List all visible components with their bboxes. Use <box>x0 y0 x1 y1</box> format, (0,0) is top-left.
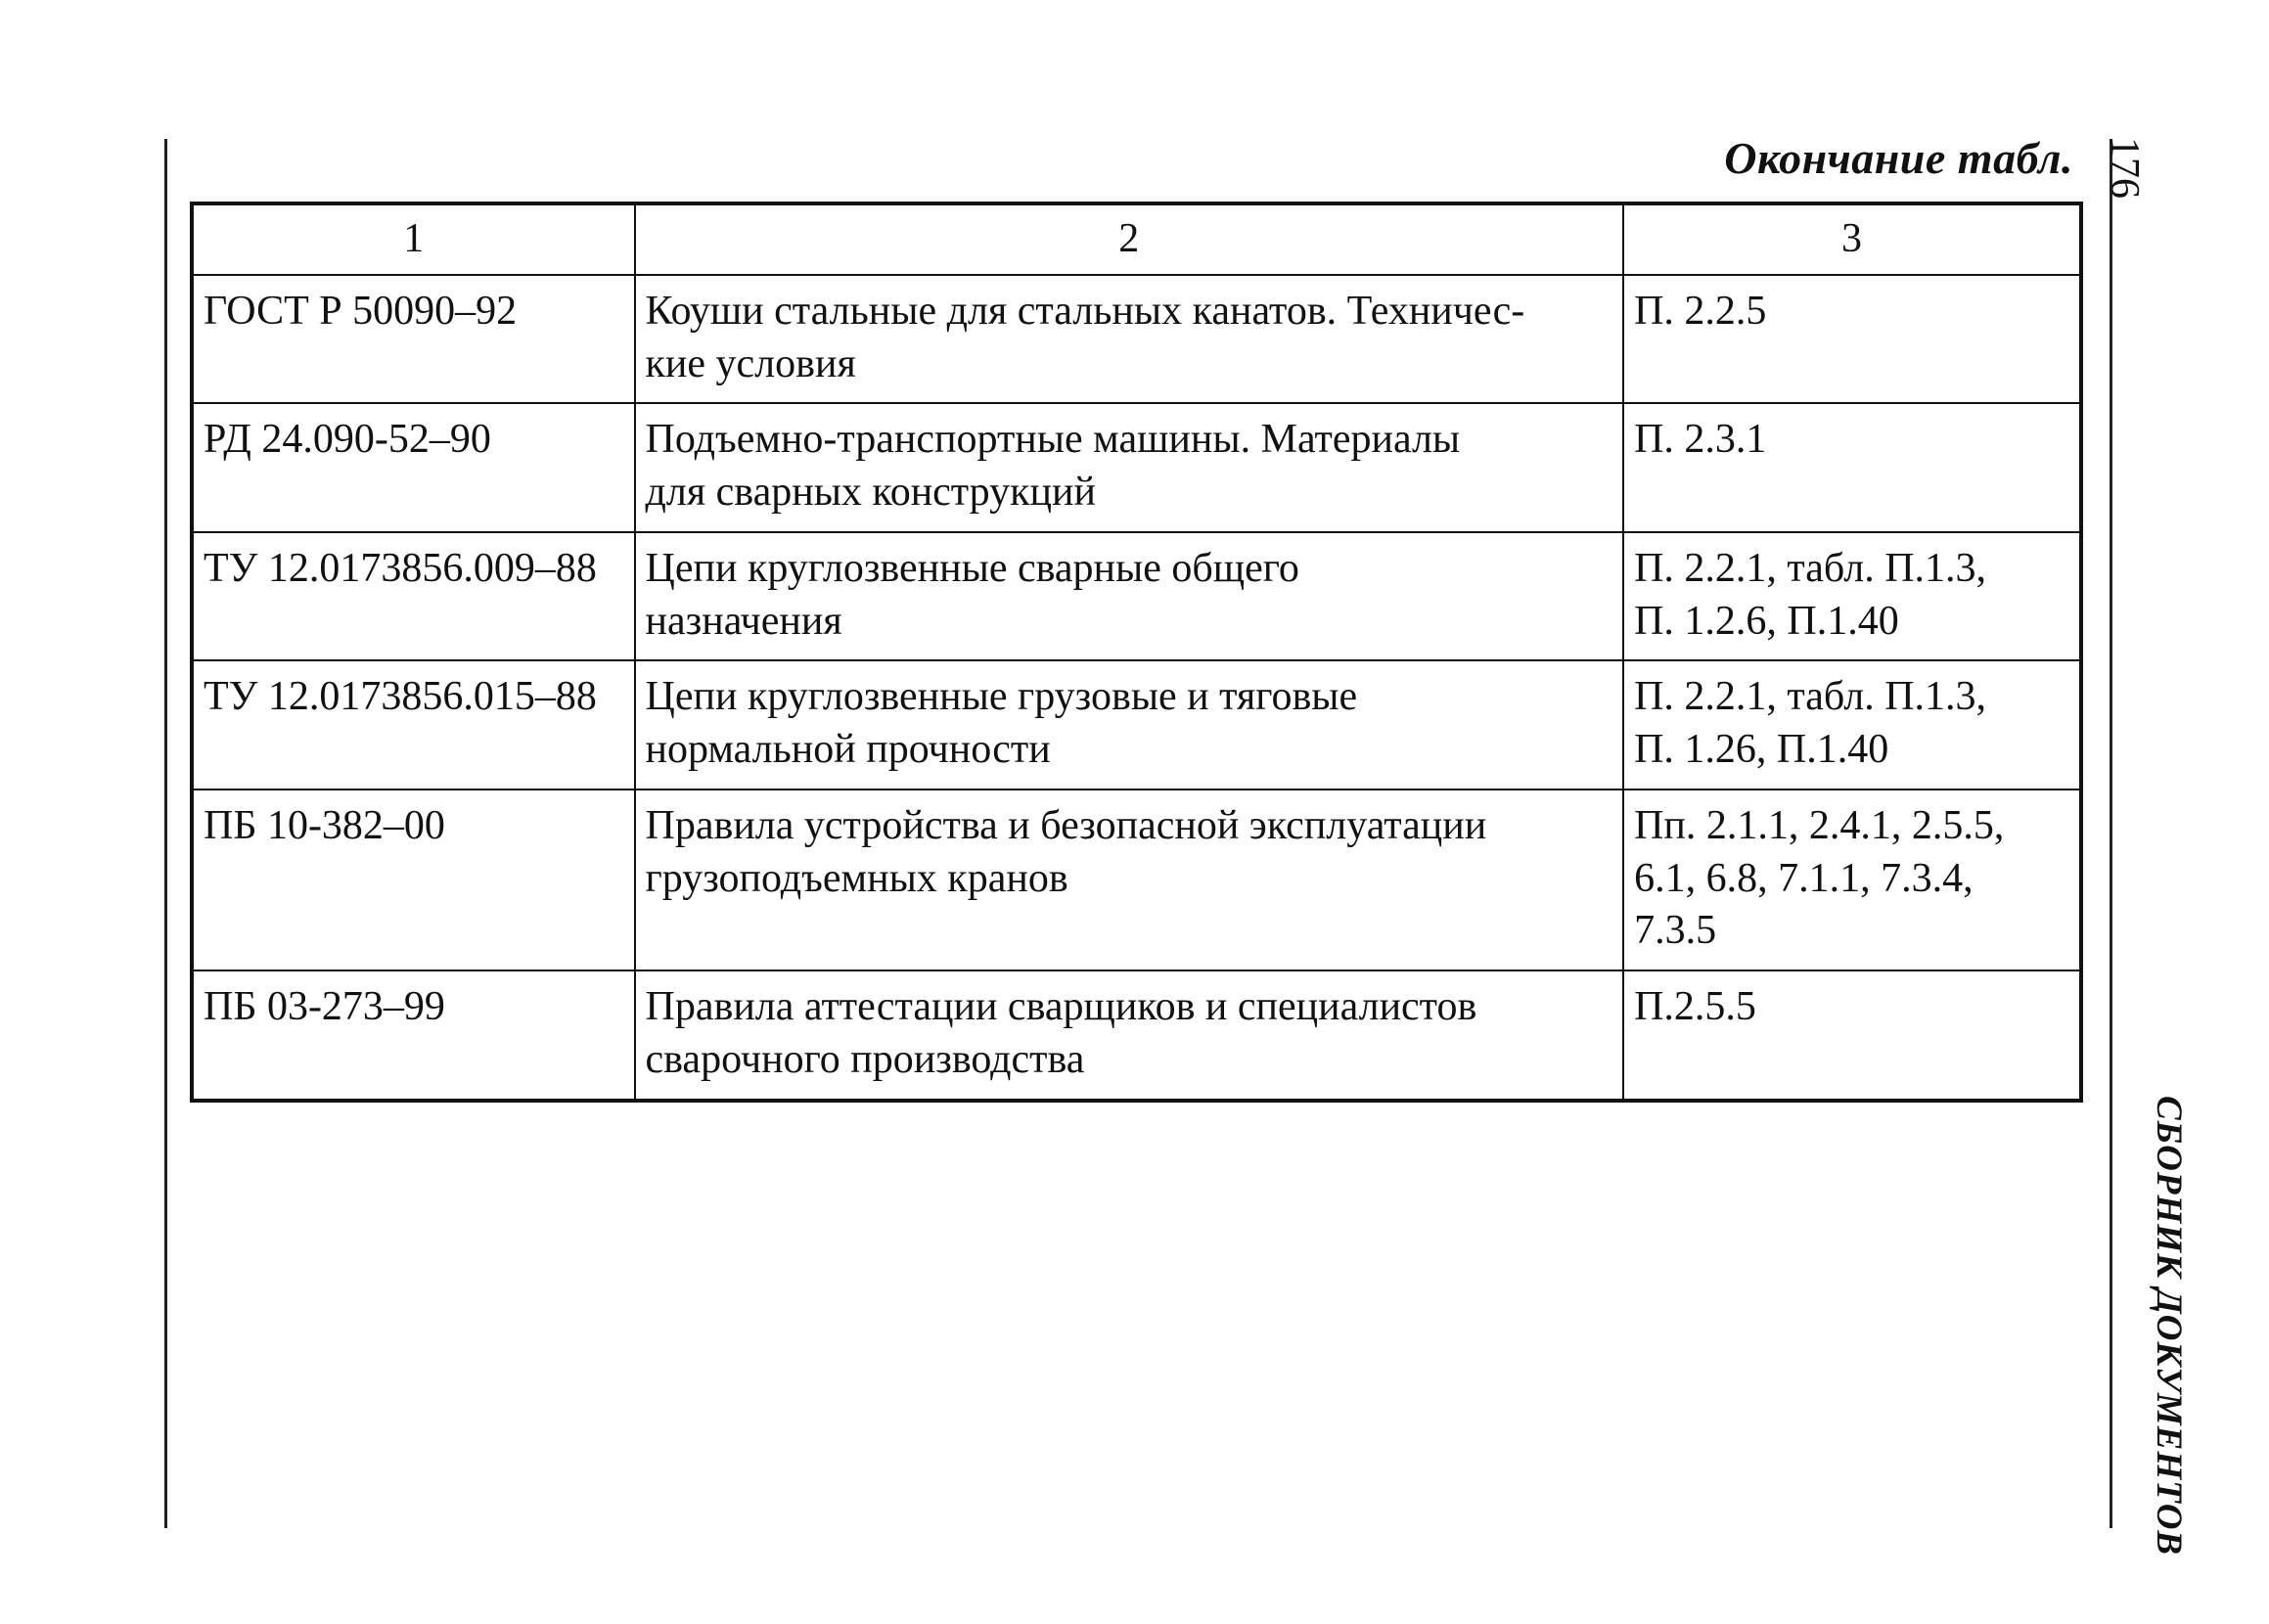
reference-cell <box>1623 970 2081 1101</box>
reference-cell <box>1623 660 2081 789</box>
reference-cell <box>1623 532 2081 661</box>
document-title-cell <box>635 532 1624 661</box>
reference-cell <box>1623 403 2081 532</box>
reference-table <box>190 202 2083 1103</box>
document-title-cell <box>635 275 1624 404</box>
title-line: Цепи круглозвенные сварные общего <box>645 545 1299 591</box>
reference-line: П. 2.2.1, табл. П.1.3, <box>1634 545 1987 591</box>
title-line: назначения <box>645 598 842 644</box>
title-line: для сварных конструкций <box>645 470 1096 515</box>
document-code-cell: ГОСТ Р 50090–92 <box>192 275 635 404</box>
column-header: 1 <box>192 203 635 275</box>
reference-line: П. 2.3.1 <box>1634 417 1767 463</box>
title-line: кие условия <box>645 340 856 386</box>
document-title-cell <box>635 789 1624 970</box>
column-header: 2 <box>635 203 1624 275</box>
title-line: нормальной прочности <box>645 727 1051 772</box>
reference-line: П. 2.2.1, табл. П.1.3, <box>1634 674 1987 720</box>
table-row <box>192 789 2081 970</box>
table-row <box>192 403 2081 532</box>
reference-line: П. 1.2.6, П.1.40 <box>1634 598 1899 644</box>
document-code-cell: ПБ 03-273–99 <box>192 970 635 1101</box>
document-title-cell <box>635 660 1624 789</box>
reference-cell <box>1623 275 2081 404</box>
table-row <box>192 532 2081 661</box>
document-code-cell: РД 24.090-52–90 <box>192 403 635 532</box>
title-line: Коуши стальные для стальных канатов. Техничес- <box>645 288 1525 334</box>
left-margin-rule <box>164 139 167 1528</box>
reference-line: П.2.5.5 <box>1634 984 1756 1029</box>
reference-line: 7.3.5 <box>1634 908 1717 954</box>
document-code-cell: ТУ 12.0173856.009–88 <box>192 532 635 661</box>
title-line: Правила устройства и безопасной эксплуатации <box>645 802 1487 848</box>
column-header: 3 <box>1623 203 2081 275</box>
title-line: сварочного производства <box>645 1036 1085 1082</box>
reference-line: П. 1.26, П.1.40 <box>1634 727 1889 772</box>
table-header-row <box>192 203 2081 275</box>
table-row <box>192 970 2081 1101</box>
document-title-cell <box>635 970 1624 1101</box>
reference-line: 6.1, 6.8, 7.1.1, 7.3.4, <box>1634 855 1974 901</box>
table-row <box>192 275 2081 404</box>
running-title: СБОРНИК ДОКУМЕНТОВ <box>2149 1096 2189 1556</box>
table-row <box>192 660 2081 789</box>
document-title-cell <box>635 403 1624 532</box>
right-margin-rule <box>2110 139 2112 1528</box>
page-number: 176 <box>2102 137 2147 199</box>
title-line: Подъемно-транспортные машины. Материалы <box>645 417 1461 463</box>
title-line: грузоподъемных кранов <box>645 855 1068 901</box>
reference-line: Пп. 2.1.1, 2.4.1, 2.5.5, <box>1634 802 2005 848</box>
title-line: Правила аттестации сварщиков и специалистов <box>645 984 1477 1029</box>
table-caption: Окончание табл. <box>1724 133 2073 183</box>
reference-line: П. 2.2.5 <box>1634 288 1767 334</box>
reference-cell <box>1623 789 2081 970</box>
document-code-cell: ТУ 12.0173856.015–88 <box>192 660 635 789</box>
title-line: Цепи круглозвенные грузовые и тяговые <box>645 674 1358 720</box>
document-code-cell: ПБ 10-382–00 <box>192 789 635 970</box>
